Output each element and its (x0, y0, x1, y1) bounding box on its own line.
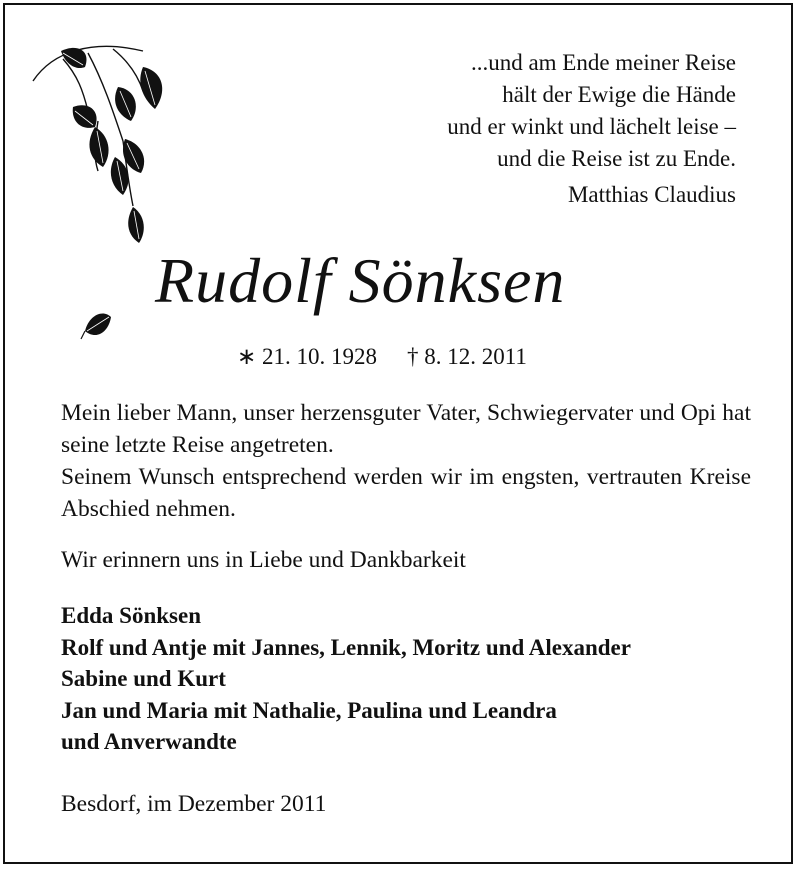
family-member: Jan und Maria mit Nathalie, Paulina und Leandra (61, 697, 557, 723)
family-list (61, 600, 631, 758)
announcement-paragraph: Seinem Wunsch entsprechend werden wir im engsten, vertrauten Kreise Abschied nehmen. (61, 464, 751, 522)
announcement-text (61, 397, 751, 525)
poem-line: ...und am Ende meiner Reise (470, 50, 736, 75)
family-member: Sabine und Kurt (61, 666, 226, 691)
birth-date: ∗ 21. 10. 1928 (237, 344, 378, 369)
family-member: Edda Sönksen (61, 603, 201, 628)
death-date: † 8. 12. 2011 (407, 344, 527, 369)
announcement-paragraph: Mein lieber Mann, unser herzensguter Vater, Schwiegervater und Opi hat seine letzte Reise angetreten. (61, 400, 751, 458)
obituary-frame (3, 3, 793, 864)
poem-author: Matthias Claudius (567, 182, 736, 207)
poem-line: und die Reise ist zu Ende. (497, 146, 736, 171)
poem-quote (447, 47, 736, 211)
birch-branch-icon (23, 31, 173, 361)
family-member: Rolf und Antje mit Jannes, Lennik, Moritz und Alexander (61, 634, 631, 660)
remembrance-line: Wir erinnern uns in Liebe und Dankbarkeit (61, 547, 466, 573)
life-dates (237, 341, 527, 373)
poem-line: und er winkt und lächelt leise – (447, 114, 736, 139)
falling-leaf-icon (81, 313, 111, 339)
deceased-name: Rudolf Sönksen (155, 245, 566, 316)
poem-line: hält der Ewige die Hände (502, 82, 736, 107)
family-member: und Anverwandte (61, 729, 237, 754)
place-and-date: Besdorf, im Dezember 2011 (61, 791, 327, 817)
